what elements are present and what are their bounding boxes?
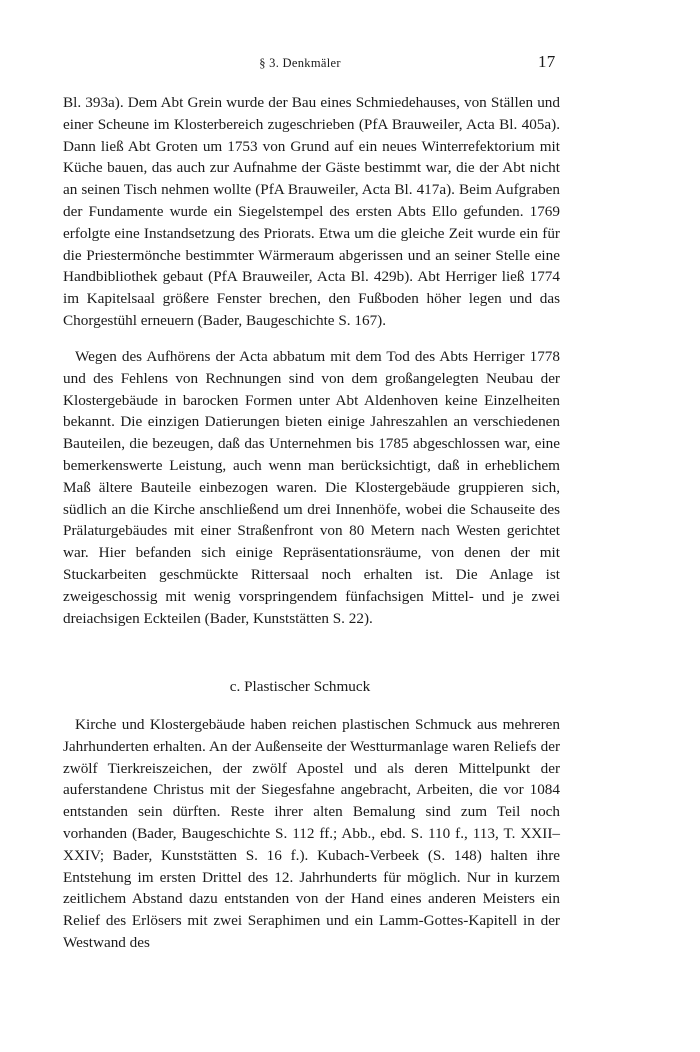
running-head	[0, 52, 700, 72]
running-title: § 3. Denkmäler	[259, 56, 341, 70]
section-heading: c. Plastischer Schmuck	[229, 678, 371, 695]
section-paragraph: Kirche und Klostergebäude haben reichen plastischen Schmuck aus mehreren Jahrhunderten erhalten. An der Außenseite der Westturmanlage waren Reliefs der zwölf Tierkreiszeichen, der zwölf Apostel und als deren Mittelpunkt der auferstandene Christus mit der Siegesfahne angebracht, Arbeiten, die vor 1084 entstanden sein dürften. Reste ihrer alten Bemalung sind zum Teil noch vorhanden (Bader, Baugeschichte S. 112 ff.; Abb., ebd. S. 110 f., 113, T. XXII–XXIV; Bader, Kunststätten S. 16 f.). Kubach-Verbeek (S. 148) halten ihre Entstehung im ersten Drittel des 12. Jahrhunderts für möglich. Nur in kurzem zeitlichem Abstand dazu entstanden von der Hand eines anderen Meisters ein Relief des Erlösers mit zwei Seraphimen und ein Lamm-Gottes-Kapitell in der Westwand des	[63, 716, 560, 951]
page-number: 17	[538, 52, 556, 71]
body-paragraph: Bl. 393a). Dem Abt Grein wurde der Bau eines Schmiedehauses, von Ställen und einer Scheune im Klosterbereich zugeschrieben (PfA Brauweiler, Acta Bl. 405a). Dann ließ Abt Groten um 1753 von Grund auf ein neues Winterrefektorium mit Küche bauen, das auch zur Aufnahme der Gäste bestimmt war, die der Abt nicht an seinen Tisch nehmen wollte (PfA Brauweiler, Acta Bl. 417a). Beim Aufgraben der Fundamente wurde ein Siegelstempel des ersten Abts Ello gefunden. 1769 erfolgte eine Instandsetzung des Priorats. Etwa um die gleiche Zeit wurde ein für die Priestermönche bestimmter Wärmeraum abgerissen und an seiner Stelle eine Handbibliothek gebaut (PfA Brauweiler, Acta Bl. 429b). Abt Herriger ließ 1774 im Kapitelsaal größere Fenster brechen, den Fußboden höher legen und das Chorgestühl erneuern (Bader, Baugeschichte S. 167).	[63, 94, 560, 329]
body-paragraph: Wegen des Aufhörens der Acta abbatum mit dem Tod des Abts Herriger 1778 und des Fehlens von Rechnungen sind von dem großangelegten Neubau der Klostergebäude in barocken Formen unter Abt Aldenhoven keine Einzelheiten bekannt. Die einzigen Datierungen bieten einige Jahreszahlen an verschiedenen Bauteilen, die bezeugen, daß das Unternehmen bis 1785 abgeschlossen war, eine bemerkenswerte Leistung, auch wenn man berücksichtigt, daß in erheblichem Maß ältere Bauteile einbezogen waren. Die Klostergebäude gruppieren sich, südlich an die Kirche anschließend um drei Innenhöfe, wobei die Schauseite des Prälaturgebäudes mit einer Straßenfront von 80 Metern nach Westen gerichtet war. Hier befanden sich einige Repräsentationsräume, von denen der mit Stuckarbeiten geschmückte Rittersaal noch erhalten ist. Die Anlage ist zweigeschossig mit wenig vorspringendem fünfachsigen Mittel- und je zwei dreiachsigen Eckteilen (Bader, Kunststätten S. 22).	[63, 348, 560, 627]
